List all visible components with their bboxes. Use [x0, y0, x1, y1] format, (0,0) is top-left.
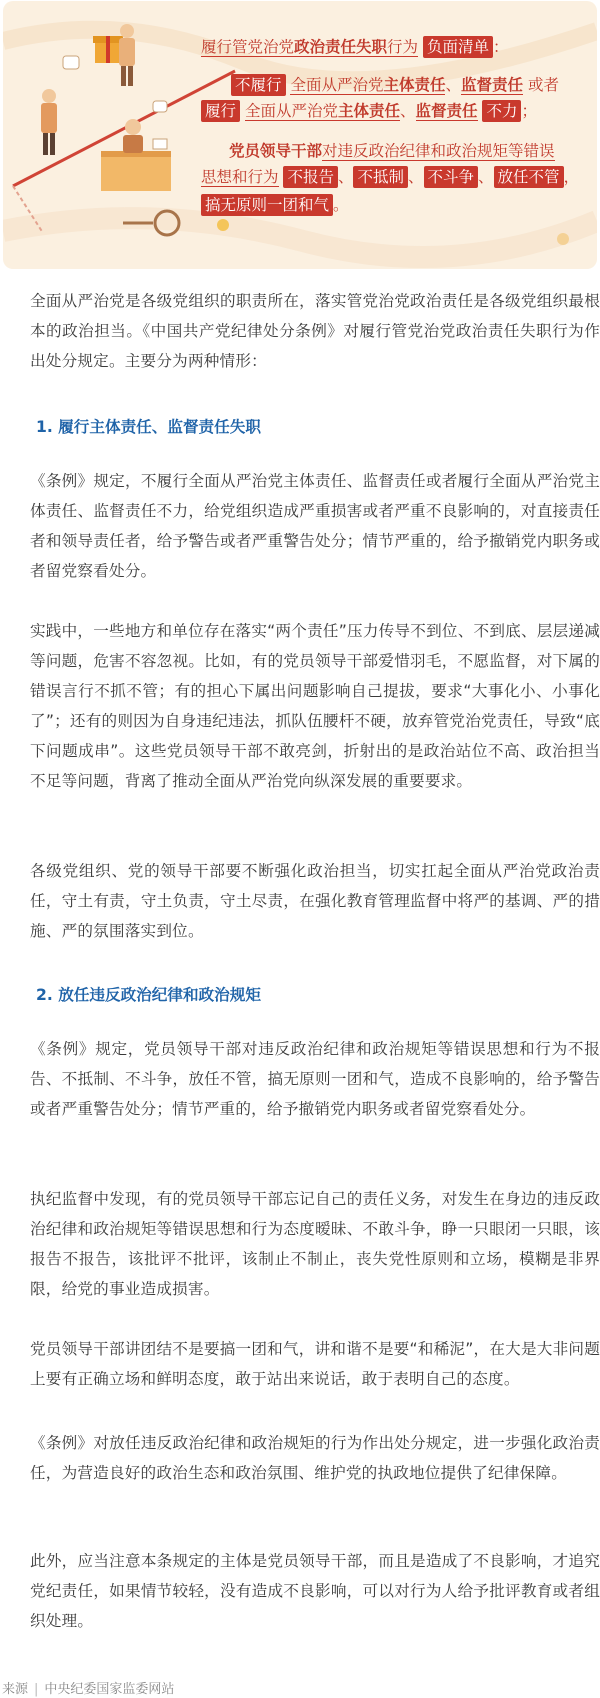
source-line: 来源 | 中央纪委国家监委网站 — [2, 1682, 175, 1697]
source-name[interactable]: 中央纪委国家监委网站 — [44, 1682, 175, 1697]
hero-tag-negative-list: 负面清单 — [423, 36, 493, 58]
paragraph-regulation: 《条例》对放任违反政治纪律和政治规矩的行为作出处分规定，进一步强化政治责任，为营造良好的政治生态和政治氛围、维护党的执政地位提供了纪律保障。 — [30, 1434, 600, 1482]
hero-l5-s4: ， — [563, 168, 580, 186]
hero-l3-c: 、 — [399, 102, 416, 120]
section-heading-1: 1. 履行主体责任、监督责任失职 — [36, 418, 261, 436]
hero-l2-b: 主体责任 — [383, 75, 446, 94]
source-label: 来源 — [2, 1682, 29, 1697]
paragraph-practice-1: 实践中，一些地方和单位存在落实“两个责任”压力传导不到位、不到底、层层递减等问题，危害不容忽视。比如，有的党员领导干部爱惜羽毛，不愿监督，对下属的错误言行不抓不管；有的担心下属出问题影响自己提拔，要求“大事化小、小事化了”；还有的则因为自身违纪违法，抓队伍腰杆不硬，放弃管党治党责任，导致“底下问题成串”。这些党员领导干部不敢亮剑，折射出的是政治站位不高、政治担当不足等问题，背离了推动全面从严治党向纵深发展的重要要求。 — [30, 622, 600, 790]
hero-l4-b: 对违反政治纪律和政治规矩等错误 — [322, 142, 555, 160]
hero-tag-not-resist: 不抵制 — [353, 166, 408, 188]
hero-l5-a: 思想和行为 — [201, 168, 279, 186]
paragraph-unity: 党员领导干部讲团结不是要搞一团和气，讲和谐不是要“和稀泥”，在大是大非问题上要有正确立场和鲜明态度，敢于站出来说话，敢于表明自己的态度。 — [30, 1340, 600, 1388]
hero-banner — [3, 1, 597, 269]
hero-tag-unprincipled: 搞无原则一团和气 — [201, 194, 333, 216]
hero-tag-let-go: 放任不管 — [494, 166, 564, 188]
paragraph-rule-2: 《条例》规定，党员领导干部对违反政治纪律和政治规矩等错误思想和行为不报告、不抵制、不斗争，放任不管，搞无原则一团和气，造成不良影响的，给予警告或者严重警告处分；情节严重的，给予撤销党内职务或者留党察看处分。 — [30, 1040, 600, 1118]
paragraph-intro: 全面从严治党是各级党组织的职责所在，落实管党治党政治责任是各级党组织最根本的政治担当。《中国共产党纪律处分条例》对履行管党治党政治责任失职行为作出处分规定。主要分为两种情形： — [30, 292, 600, 370]
hero-l1-a: 履行管党治党 — [201, 38, 295, 56]
section-heading-2: 2. 放任违反政治纪律和政治规矩 — [36, 986, 261, 1004]
hero-tag-not-fight: 不斗争 — [424, 166, 479, 188]
hero-tag-not-perform: 不履行 — [231, 74, 286, 96]
hero-l2-a: 全面从严治党 — [290, 76, 384, 94]
hero-l3-e: ； — [521, 102, 537, 120]
hero-l5-s3: 、 — [478, 168, 494, 186]
hero-l4-a: 党员领导干部 — [229, 141, 323, 160]
hero-line-6 — [201, 193, 349, 217]
hero-l2-d: 监督责任 — [461, 75, 524, 94]
hero-line-4 — [229, 139, 555, 163]
paragraph-rule-1: 《条例》规定，不履行全面从严治党主体责任、监督责任或者履行全面从严治党主体责任、监督责任不力，给党组织造成严重损害或者严重不良影响的，对直接责任者和领导责任者，给予警告或者严重警告处分；情节严重的，给予撤销党内职务或者留党察看处分。 — [30, 472, 600, 580]
hero-l3-d: 监督责任 — [415, 101, 478, 120]
paragraph-practice-2: 执纪监督中发现，有的党员领导干部忘记自己的责任义务，对发生在身边的违反政治纪律和政治规矩等错误思想和行为态度暧昧、不敢斗争，睁一只眼闭一只眼，该报告不报告，该批评不批评，该制止不制止，丧失党性原则和立场，模糊是非界限，给党的事业造成损害。 — [30, 1190, 600, 1298]
hero-l5-s1: 、 — [337, 168, 354, 186]
paragraph-requirement: 各级党组织、党的领导干部要不断强化政治担当，切实扛起全面从严治党政治责任，守土有责，守土负责，守土尽责，在强化教育管理监督中将严的基调、严的措施、严的氛围落实到位。 — [30, 862, 600, 940]
hero-l3-b: 主体责任 — [337, 101, 400, 120]
hero-l3-a: 全面从严治党 — [244, 102, 338, 120]
paragraph-note: 此外，应当注意本条规定的主体是党员领导干部，而且是造成了不良影响，才追究党纪责任，如果情节较轻，没有造成不良影响，可以对行为人给予批评教育或者组织处理。 — [30, 1552, 600, 1630]
hero-tag-ineffective: 不力 — [482, 100, 521, 122]
hero-l1-b: 政治责任失职 — [294, 37, 388, 56]
hero-tag-perform: 履行 — [201, 100, 240, 122]
hero-tag-not-report: 不报告 — [283, 166, 338, 188]
hero-l5-s2: 、 — [408, 168, 424, 186]
hero-line-1 — [201, 35, 509, 59]
hero-l2-c: 、 — [445, 76, 461, 94]
hero-line-2 — [231, 73, 559, 97]
hero-l2-e: 或者 — [523, 76, 559, 94]
hero-line-5 — [201, 165, 579, 189]
hero-line-3 — [201, 99, 537, 123]
hero-l1-c: 行为 — [387, 38, 419, 56]
hero-l1-d: ： — [493, 38, 509, 56]
hero-l6-s1: 。 — [333, 196, 349, 214]
